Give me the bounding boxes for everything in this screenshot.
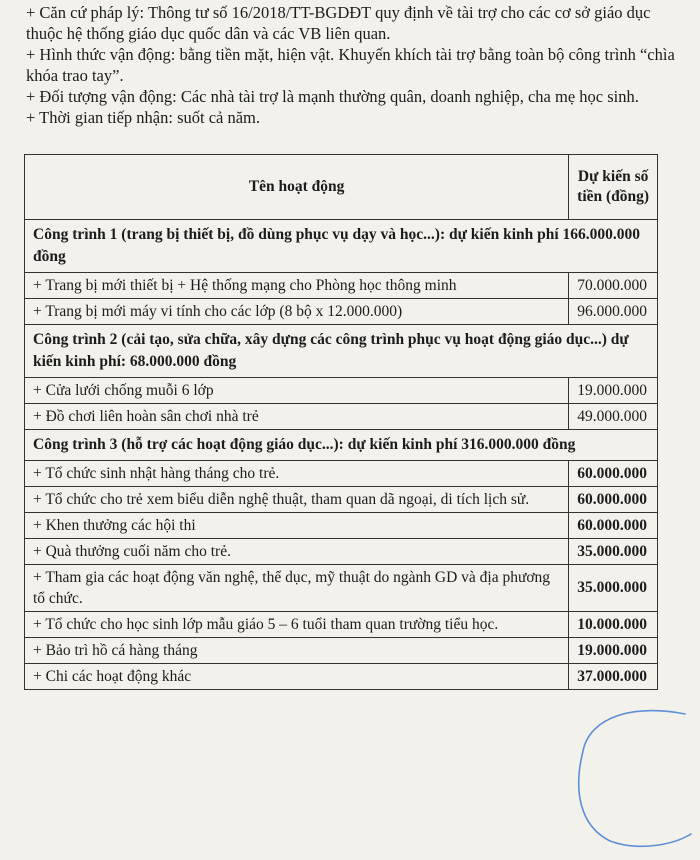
mobilization-form: + Hình thức vận động: bằng tiền mặt, hiện vật. Khuyến khích tài trợ bằng toàn bộ công trình “chìa khóa trao tay”. <box>26 45 675 85</box>
table-row <box>25 273 658 299</box>
row-name: + Khen thưởng các hội thi <box>25 513 569 539</box>
pen-circle-stroke <box>579 711 691 847</box>
table-row <box>25 487 658 513</box>
mobilization-target: + Đối tượng vận động: Các nhà tài trợ là mạnh thường quân, doanh nghiệp, cha mẹ học sinh. <box>26 87 639 106</box>
row-amount: 19.000.000 <box>569 378 658 404</box>
row-amount: 60.000.000 <box>569 461 658 487</box>
row-name: + Chi các hoạt động khác <box>25 664 569 690</box>
table-row <box>25 612 658 638</box>
table-row <box>25 638 658 664</box>
receiving-time: + Thời gian tiếp nhận: suốt cả năm. <box>26 108 261 127</box>
intro-text <box>26 2 686 128</box>
row-name: + Quà thưởng cuối năm cho trẻ. <box>25 539 569 565</box>
table-row <box>25 565 658 612</box>
table-header-row <box>25 155 658 220</box>
header-amount: Dự kiến số tiền (đồng) <box>569 155 658 220</box>
table-row <box>25 513 658 539</box>
legal-basis: + Căn cứ pháp lý: Thông tư số 16/2018/TT-BGDĐT quy định về tài trợ cho các cơ sở giáo dục thuộc hệ thống giáo dục quốc dân và các VB liên quan. <box>26 3 651 43</box>
row-amount: 10.000.000 <box>569 612 658 638</box>
row-amount: 60.000.000 <box>569 513 658 539</box>
row-amount: 37.000.000 <box>569 664 658 690</box>
section-title-2: Công trình 2 (cải tạo, sửa chữa, xây dựng các công trình phục vụ hoạt động giáo dục...) dự kiến kinh phí: 68.000.000 đồng <box>25 325 658 378</box>
row-name: + Tổ chức cho trẻ xem biểu diễn nghệ thuật, tham quan dã ngoại, di tích lịch sử. <box>25 487 569 513</box>
table-row <box>25 664 658 690</box>
row-amount: 60.000.000 <box>569 487 658 513</box>
row-name: + Tổ chức sinh nhật hàng tháng cho trẻ. <box>25 461 569 487</box>
table-row <box>25 539 658 565</box>
row-name: + Đồ chơi liên hoàn sân chơi nhà trẻ <box>25 404 569 430</box>
row-amount: 96.000.000 <box>569 299 658 325</box>
row-amount: 49.000.000 <box>569 404 658 430</box>
table-row <box>25 461 658 487</box>
row-name: + Cửa lưới chống muỗi 6 lớp <box>25 378 569 404</box>
row-name: + Trang bị mới máy vi tính cho các lớp (8 bộ x 12.000.000) <box>25 299 569 325</box>
header-activity-name: Tên hoạt động <box>25 155 569 220</box>
section-title-1: Công trình 1 (trang bị thiết bị, đồ dùng phục vụ dạy và học...): dự kiến kinh phí 166.000.000 đồng <box>25 220 658 273</box>
section-row <box>25 430 658 461</box>
section-row <box>25 325 658 378</box>
table-row <box>25 404 658 430</box>
row-amount: 35.000.000 <box>569 539 658 565</box>
row-name: + Tổ chức cho học sinh lớp mẫu giáo 5 – 6 tuổi tham quan trường tiểu học. <box>25 612 569 638</box>
row-name: + Trang bị mới thiết bị + Hệ thống mạng cho Phòng học thông minh <box>25 273 569 299</box>
section-title-3: Công trình 3 (hỗ trợ các hoạt động giáo dục...): dự kiến kinh phí 316.000.000 đồng <box>25 430 658 461</box>
table-row <box>25 378 658 404</box>
section-row <box>25 220 658 273</box>
row-name: + Bảo trì hồ cá hàng tháng <box>25 638 569 664</box>
pen-circle-mark <box>565 706 695 851</box>
row-amount: 35.000.000 <box>569 565 658 612</box>
row-amount: 70.000.000 <box>569 273 658 299</box>
row-name: + Tham gia các hoạt động văn nghệ, thể dục, mỹ thuật do ngành GD và địa phương tổ chức. <box>25 565 569 612</box>
table-row <box>25 299 658 325</box>
budget-table <box>24 154 658 690</box>
row-amount: 19.000.000 <box>569 638 658 664</box>
